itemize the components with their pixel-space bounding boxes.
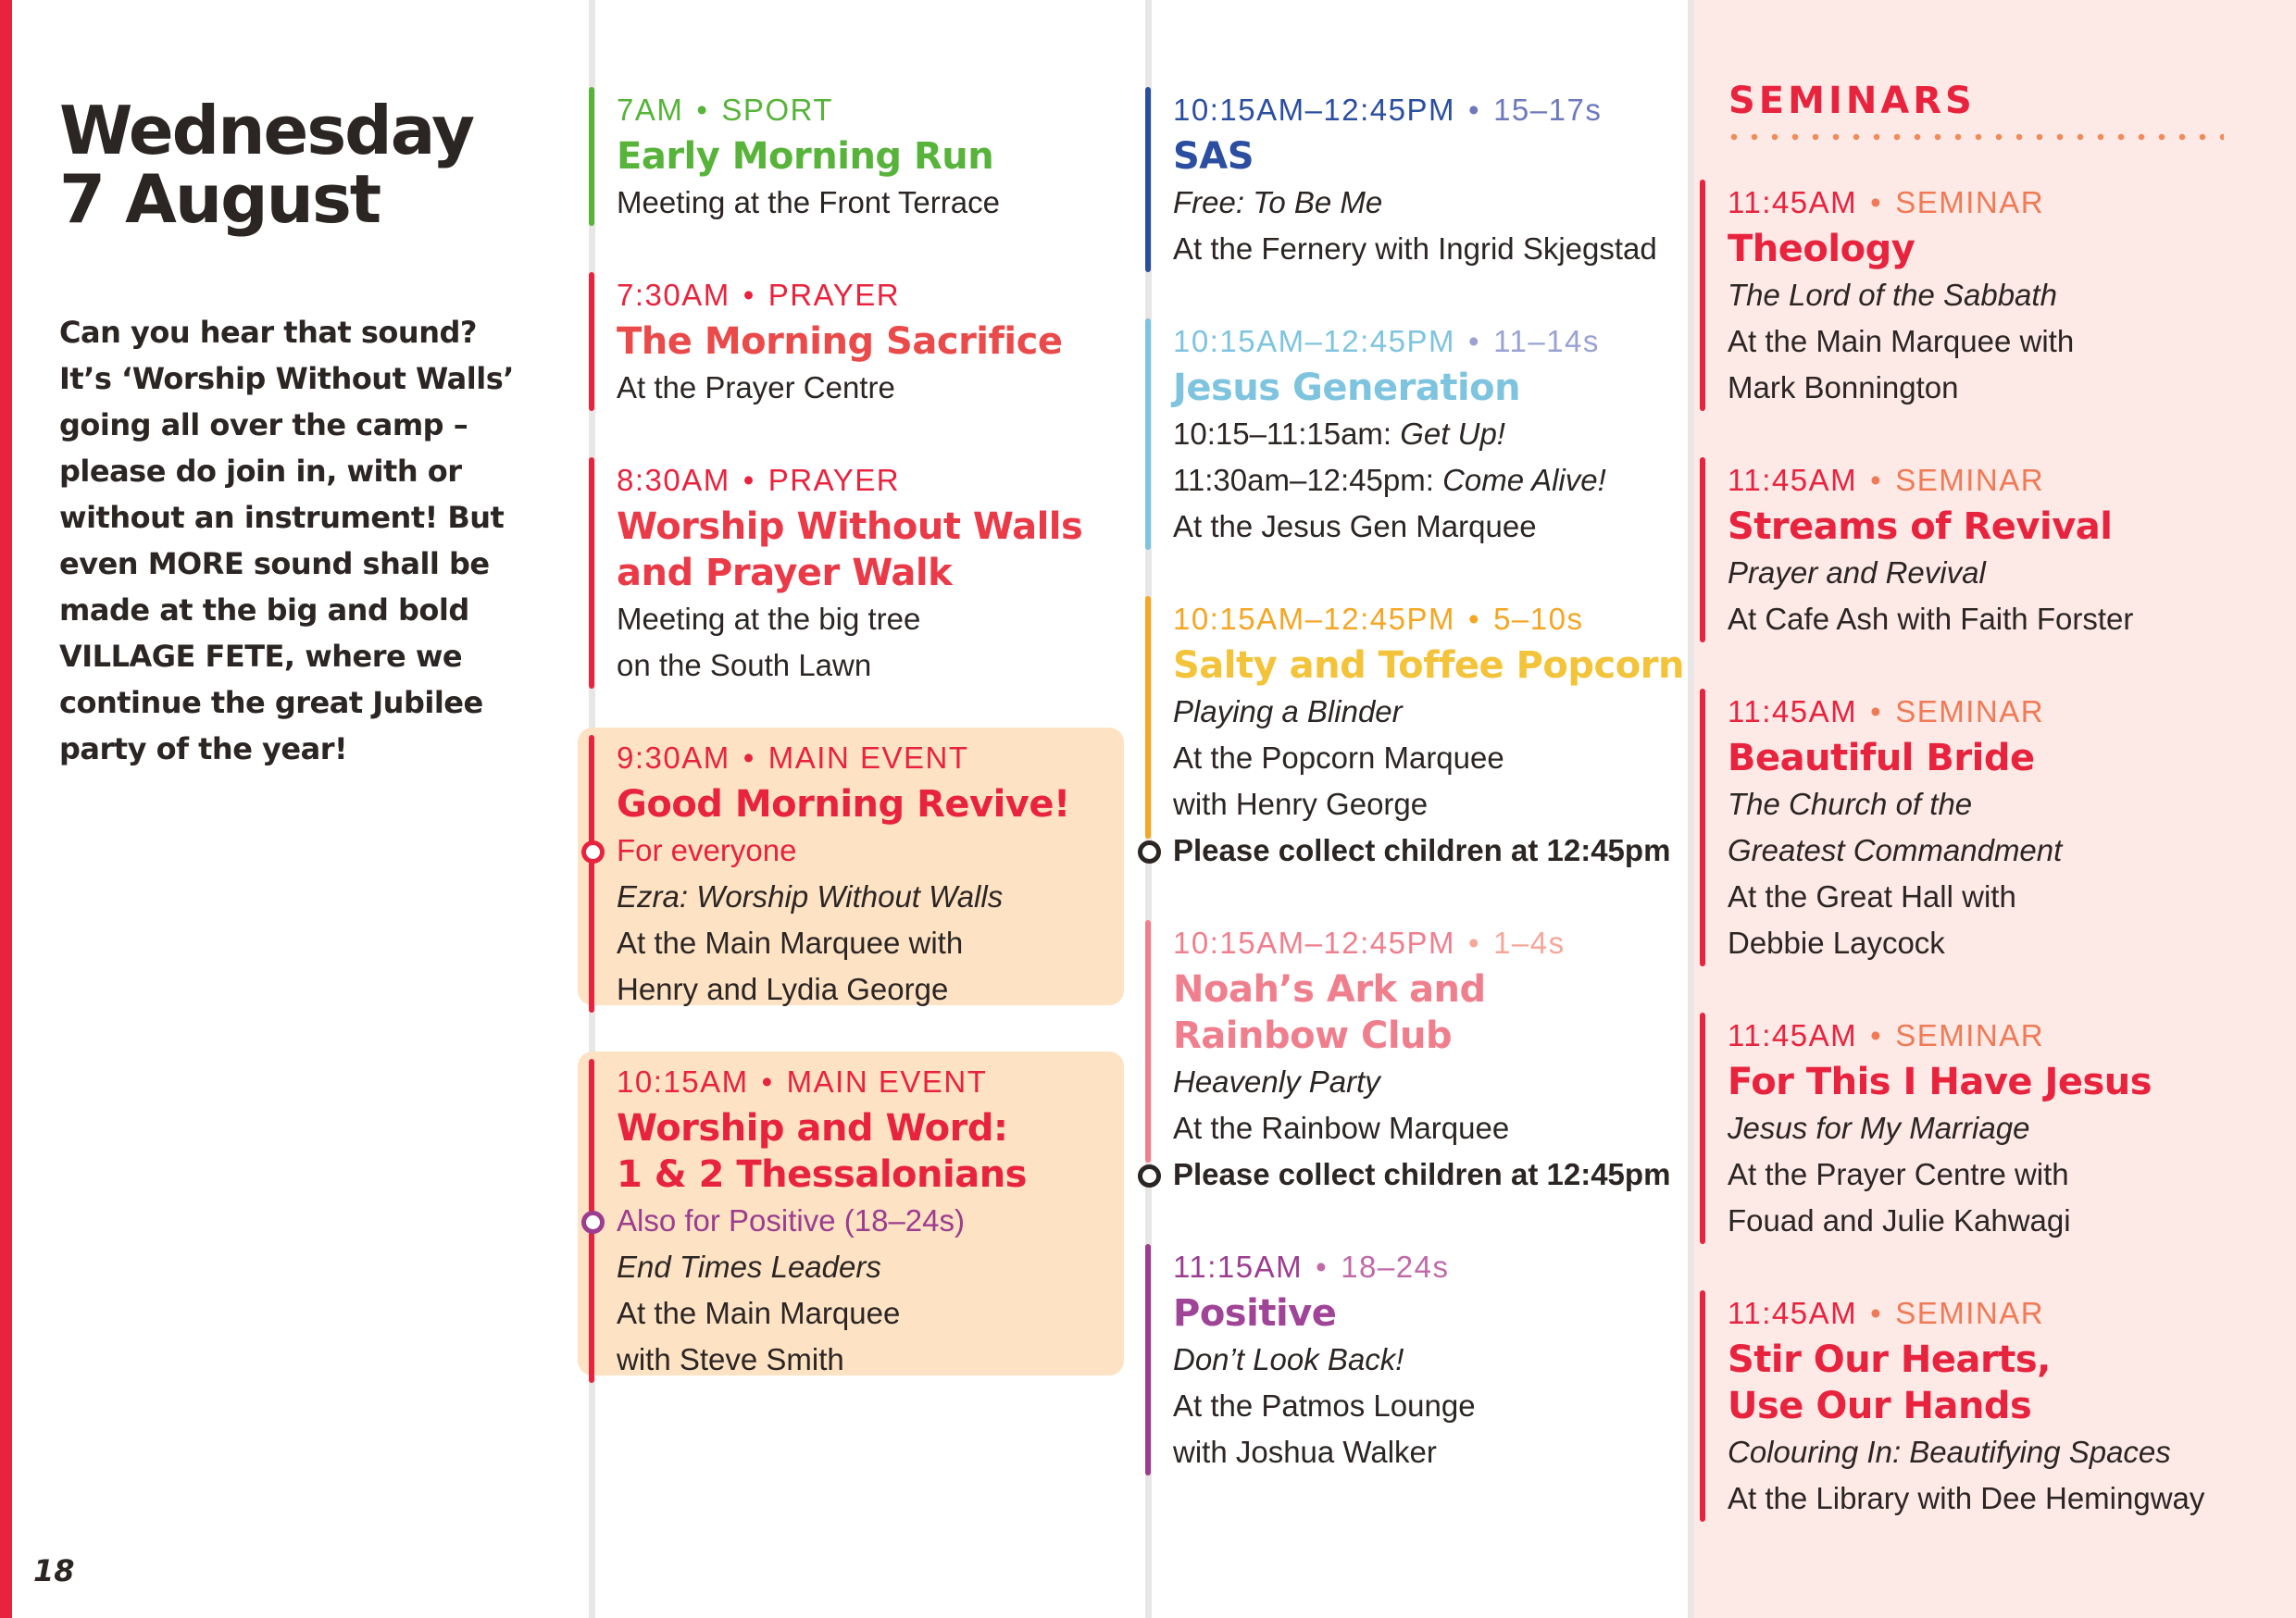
event-color-bar — [1700, 1290, 1705, 1522]
event-location: At the Rainbow Marquee — [1173, 1111, 1510, 1145]
event-category: PRAYER — [767, 463, 901, 497]
event-time: 11:15AM — [1173, 1250, 1304, 1284]
event-meta: 7:30AM • PRAYER — [617, 278, 901, 312]
event-meta: 11:45AM • SEMINAR — [1728, 1018, 2045, 1052]
event-category: SEMINAR — [1895, 185, 2045, 219]
event-location: At the Patmos Lounge — [1173, 1388, 1476, 1423]
event-color-bar — [1145, 920, 1151, 1163]
event-color-bar — [1145, 596, 1151, 839]
schedule-event — [1145, 1244, 1476, 1475]
timeline-ring-icon — [1138, 840, 1161, 864]
event-category: SEMINAR — [1895, 694, 2045, 728]
event-subtitle: Free: To Be Me — [1173, 185, 1383, 219]
collect-children-notice: Please collect children at 12:45pm — [1173, 828, 1684, 874]
seminar-event — [1700, 1013, 2152, 1244]
event-meta: 8:30AM • PRAYER — [617, 463, 901, 497]
event-time: 11:45AM — [1728, 694, 1858, 728]
event-category: MAIN EVENT — [786, 1064, 988, 1099]
event-color-bar — [589, 457, 594, 689]
event-title: Jesus Generation — [1173, 367, 1521, 409]
event-title: Use Our Hands — [1728, 1385, 2032, 1427]
event-meta: 10:15AM–12:45PM • 15–17s — [1173, 93, 1603, 127]
event-location: At the Prayer Centre — [617, 370, 895, 404]
seminars-heading: SEMINARS — [1728, 80, 1976, 122]
timeline-ring-icon — [1138, 1164, 1161, 1188]
column-divider — [1688, 0, 1694, 1618]
event-age: 18–24s — [1341, 1250, 1450, 1284]
intro-text: Can you hear that sound? It’s ‘Worship Without Walls’ going all over the camp – please do join in, with or without an instrument! But even MORE sound shall be made at the big and bold VILLAGE FETE, where we continue the great Jubilee party of the year! — [59, 315, 514, 766]
event-audience: Also for Positive (18–24s) — [617, 1198, 1027, 1244]
event-location: Henry and Lydia George — [617, 972, 949, 1006]
event-location: Debbie Laycock — [1728, 926, 1945, 960]
event-color-bar — [1700, 1013, 1705, 1244]
event-title: Rainbow Club — [1173, 1014, 1453, 1057]
seminar-event — [1700, 457, 2133, 642]
event-color-bar — [1700, 689, 1705, 966]
schedule-event-main — [589, 735, 1070, 1013]
event-location: At the Great Hall with — [1728, 879, 2016, 914]
event-meta: 11:45AM • SEMINAR — [1728, 463, 2045, 497]
event-location: At Cafe Ash with Faith Forster — [1728, 602, 2134, 636]
event-age: 1–4s — [1493, 926, 1566, 960]
event-location: Meeting at the Front Terrace — [617, 185, 1000, 219]
event-time: 9:30AM — [617, 741, 730, 775]
event-subtitle: Don’t Look Back! — [1173, 1342, 1404, 1376]
event-meta: 10:15AM–12:45PM • 1–4s — [1173, 926, 1566, 960]
event-meta: 11:45AM • SEMINAR — [1728, 185, 2045, 219]
event-time: 10:15AM–12:45PM — [1173, 324, 1456, 358]
event-title: Early Morning Run — [617, 135, 994, 178]
event-subtitle: Jesus for My Marriage — [1728, 1111, 2030, 1145]
event-title: Worship Without Walls — [617, 505, 1083, 548]
seminar-event — [1700, 1290, 2204, 1522]
event-location: on the South Lawn — [617, 648, 872, 682]
event-location: At the Popcorn Marquee — [1173, 741, 1504, 775]
event-location: with Steve Smith — [617, 1342, 844, 1376]
event-subtitle: Greatest Commandment — [1728, 833, 2063, 867]
event-time: 10:15AM–12:45PM — [1173, 93, 1456, 127]
schedule-event — [589, 457, 1082, 689]
event-location: Meeting at the big tree — [617, 602, 921, 636]
timeline-ring-icon — [581, 1211, 605, 1234]
event-title: Noah’s Ark and — [1173, 968, 1486, 1011]
event-title: Salty and Toffee Popcorn — [1173, 644, 1684, 687]
event-title: Worship and Word: — [617, 1107, 1008, 1150]
event-category: PRAYER — [767, 278, 901, 312]
event-location: At the Library with Dee Hemingway — [1728, 1481, 2205, 1515]
event-subtitle: Heavenly Party — [1173, 1064, 1380, 1099]
event-age: 5–10s — [1493, 602, 1584, 636]
event-category: MAIN EVENT — [767, 741, 969, 775]
event-subtitle: End Times Leaders — [617, 1250, 881, 1284]
event-location: with Joshua Walker — [1173, 1435, 1437, 1469]
seminar-event — [1700, 180, 2074, 411]
event-location: At the Fernery with Ingrid Skjegstad — [1173, 231, 1657, 266]
event-meta: 10:15AM–12:45PM • 5–10s — [1173, 602, 1584, 636]
event-color-bar — [1700, 180, 1705, 411]
schedule-event — [1145, 920, 1670, 1198]
event-session: 11:30am–12:45pm: Come Alive! — [1173, 463, 1606, 497]
event-time: 10:15AM–12:45PM — [1173, 602, 1456, 636]
event-time: 7:30AM — [617, 278, 730, 312]
event-location: At the Main Marquee — [617, 1296, 901, 1330]
event-title: Streams of Revival — [1728, 505, 2113, 548]
event-meta: 9:30AM • MAIN EVENT — [617, 741, 969, 775]
event-location: At the Main Marquee with — [617, 926, 964, 960]
event-color-bar — [1700, 457, 1705, 642]
event-location: At the Jesus Gen Marquee — [1173, 509, 1537, 543]
event-title: Good Morning Revive! — [617, 783, 1070, 826]
event-meta: 7AM • SPORT — [617, 93, 834, 127]
schedule-event — [1145, 596, 1684, 874]
event-audience: For everyone — [617, 828, 1070, 874]
schedule-event — [589, 87, 1000, 226]
event-subtitle: Ezra: Worship Without Walls — [617, 879, 1004, 914]
event-category: SEMINAR — [1895, 1296, 2045, 1330]
event-meta: 10:15AM • MAIN EVENT — [617, 1064, 988, 1099]
page-title — [59, 92, 474, 239]
event-category: SPORT — [721, 93, 834, 127]
event-session: 10:15–11:15am: Get Up! — [1173, 417, 1505, 451]
event-location: At the Prayer Centre with — [1728, 1157, 2069, 1191]
event-title: For This I Have Jesus — [1728, 1061, 2152, 1103]
schedule-event-main — [589, 1059, 1027, 1383]
schedule-event — [1145, 87, 1657, 272]
event-title: and Prayer Walk — [617, 552, 953, 594]
event-color-bar — [589, 735, 594, 1013]
event-color-bar — [589, 272, 594, 411]
event-time: 11:45AM — [1728, 1296, 1858, 1330]
event-time: 10:15AM — [617, 1064, 749, 1099]
event-subtitle: Playing a Blinder — [1173, 694, 1403, 728]
event-age: 11–14s — [1493, 324, 1600, 358]
event-color-bar — [1145, 318, 1151, 550]
day-name: Wednesday — [59, 92, 474, 169]
event-category: SEMINAR — [1895, 1018, 2045, 1052]
event-color-bar — [1145, 87, 1151, 272]
event-time: 7AM — [617, 93, 684, 127]
event-subtitle: The Lord of the Sabbath — [1728, 278, 2057, 312]
event-time: 11:45AM — [1728, 463, 1858, 497]
event-meta: 11:15AM • 18–24s — [1173, 1250, 1450, 1284]
event-color-bar — [589, 87, 594, 226]
event-meta: 11:45AM • SEMINAR — [1728, 694, 2045, 728]
event-location: At the Main Marquee with — [1728, 324, 2075, 358]
page-number: 18 — [33, 1553, 75, 1588]
event-time: 10:15AM–12:45PM — [1173, 926, 1456, 960]
event-meta: 10:15AM–12:45PM • 11–14s — [1173, 324, 1600, 358]
left-accent-stripe — [0, 0, 12, 1618]
timeline-ring-icon — [581, 840, 605, 864]
collect-children-notice: Please collect children at 12:45pm — [1173, 1151, 1670, 1198]
event-title: The Morning Sacrifice — [617, 320, 1063, 363]
event-color-bar — [1145, 1244, 1151, 1475]
event-title: 1 & 2 Thessalonians — [617, 1153, 1027, 1196]
schedule-event — [1145, 318, 1606, 550]
schedule-event — [589, 272, 1062, 411]
event-time: 11:45AM — [1728, 185, 1858, 219]
event-time: 8:30AM — [617, 463, 730, 497]
event-location: Mark Bonnington — [1728, 370, 1959, 404]
event-subtitle: Prayer and Revival — [1728, 555, 1986, 590]
event-subtitle: The Church of the — [1728, 787, 1973, 821]
event-category: SEMINAR — [1895, 463, 2045, 497]
event-subtitle: Colouring In: Beautifying Spaces — [1728, 1435, 2171, 1469]
dotted-divider — [1724, 132, 2224, 142]
event-title: Positive — [1173, 1292, 1337, 1335]
day-date: 7 August — [59, 160, 381, 239]
event-age: 15–17s — [1493, 93, 1603, 127]
event-title: SAS — [1173, 135, 1254, 178]
event-time: 11:45AM — [1728, 1018, 1858, 1052]
event-location: Fouad and Julie Kahwagi — [1728, 1203, 2071, 1238]
event-location: with Henry George — [1173, 787, 1429, 821]
event-title: Stir Our Hearts, — [1728, 1338, 2051, 1381]
seminar-event — [1700, 689, 2062, 966]
event-title: Theology — [1728, 228, 1915, 270]
event-meta: 11:45AM • SEMINAR — [1728, 1296, 2045, 1330]
event-title: Beautiful Bride — [1728, 737, 2035, 779]
